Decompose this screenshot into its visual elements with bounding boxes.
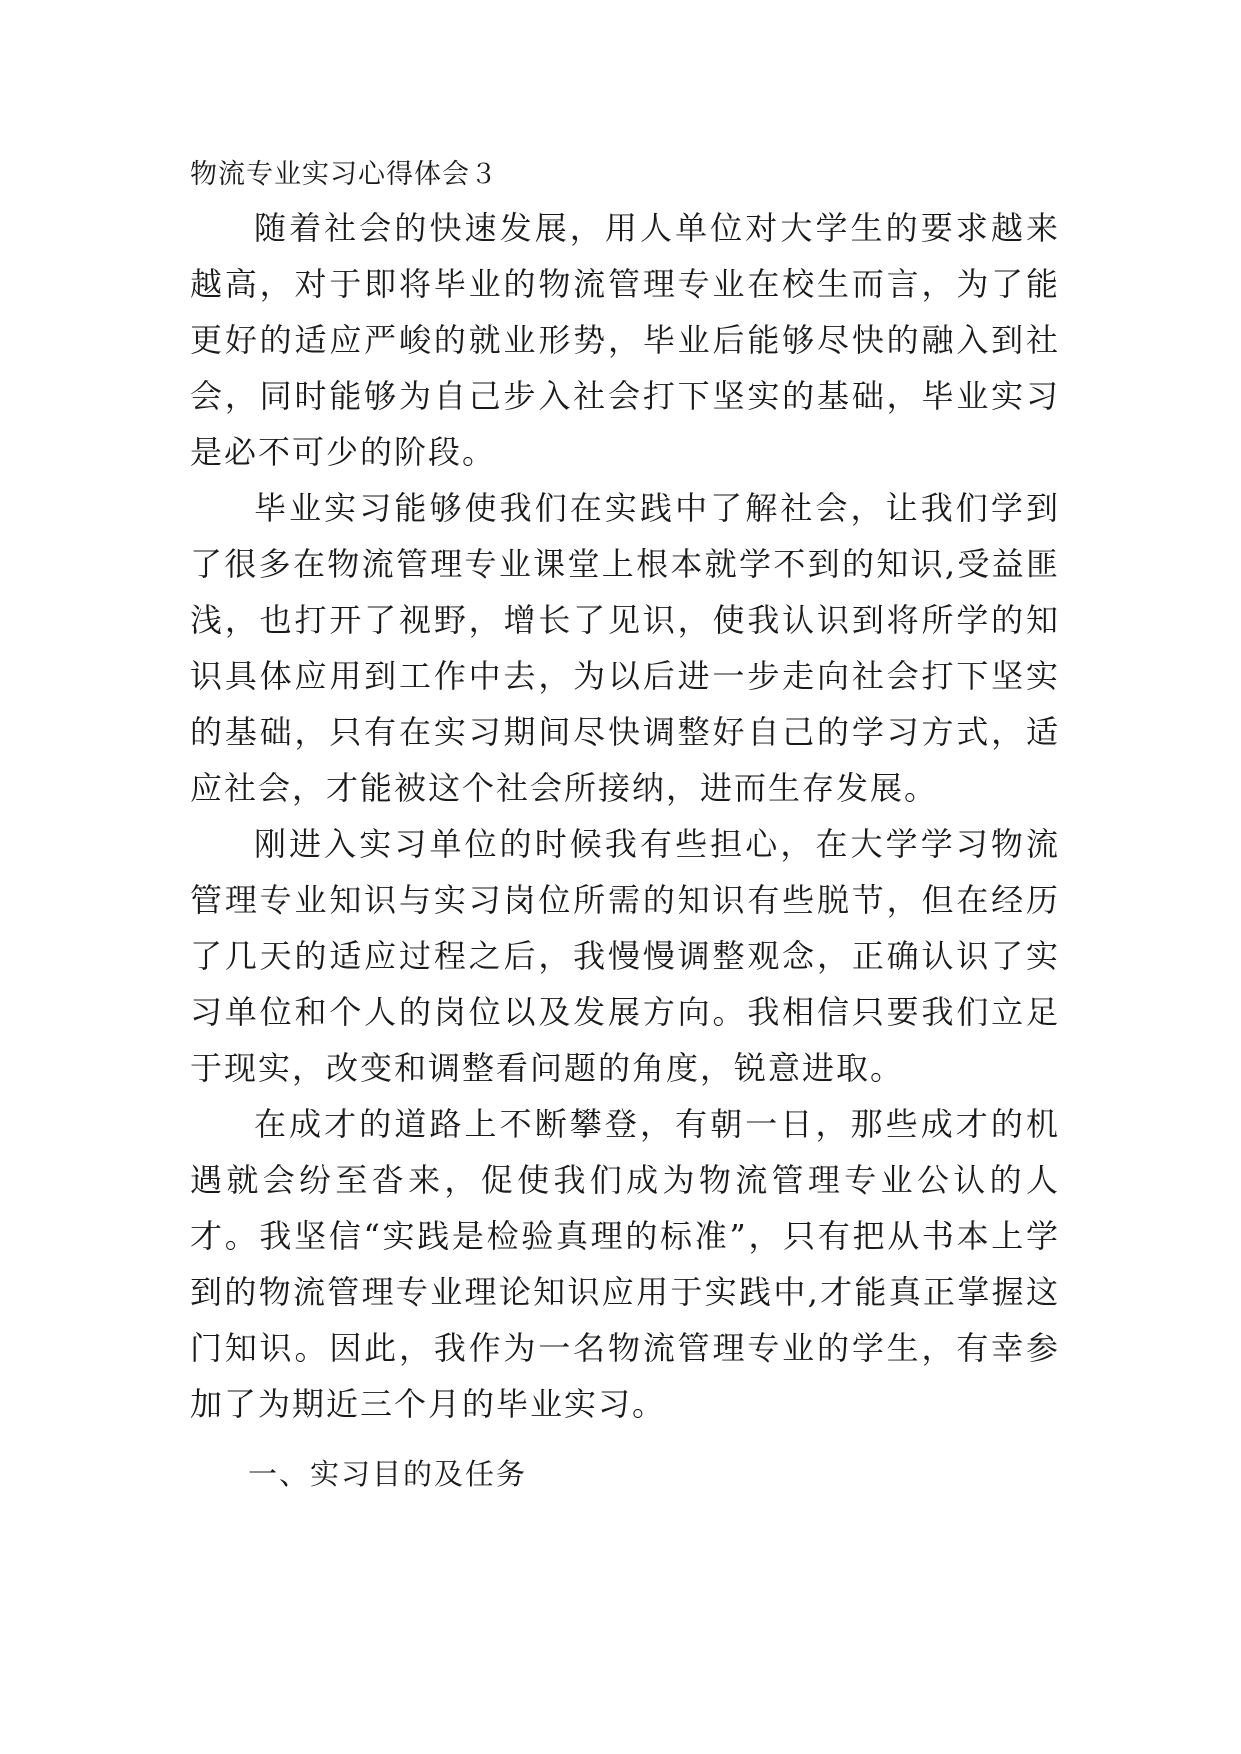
document-page — [190, 160, 1060, 1502]
paragraph-4: 在成才的道路上不断攀登，有朝一日，那些成才的机遇就会纷至沓来，促使我们成为物流管理专业公认的人才。我坚信“实践是检验真理的标准”，只有把从书本上学到的物流管理专业理论知识应用于实践中,才能真正掌握这门知识。因此，我作为一名物流管理专业的学生，有幸参加了为期近三个月的毕业实习。 — [190, 1105, 1060, 1423]
document-title: 物流专业实习心得体会３ — [190, 159, 498, 190]
section-heading: 一、实习目的及任务 — [248, 1457, 528, 1491]
paragraph-1: 随着社会的快速发展，用人单位对大学生的要求越来越高，对于即将毕业的物流管理专业在校生而言，为了能更好的适应严峻的就业形势，毕业后能够尽快的融入到社会，同时能够为自己步入社会打下坚实的基础，毕业实习是必不可少的阶段。 — [190, 209, 1060, 471]
paragraph-3: 刚进入实习单位的时候我有些担心，在大学学习物流管理专业知识与实习岗位所需的知识有些脱节，但在经历了几天的适应过程之后，我慢慢调整观念，正确认识了实习单位和个人的岗位以及发展方向。我相信只要我们立足于现实，改变和调整看问题的角度，锐意进取。 — [190, 825, 1060, 1087]
paragraph-2: 毕业实习能够使我们在实践中了解社会，让我们学到了很多在物流管理专业课堂上根本就学不到的知识,受益匪浅，也打开了视野，增长了见识，使我认识到将所学的知识具体应用到工作中去，为以后进一步走向社会打下坚实的基础，只有在实习期间尽快调整好自己的学习方式，适应社会，才能被这个社会所接纳，进而生存发展。 — [190, 489, 1060, 807]
